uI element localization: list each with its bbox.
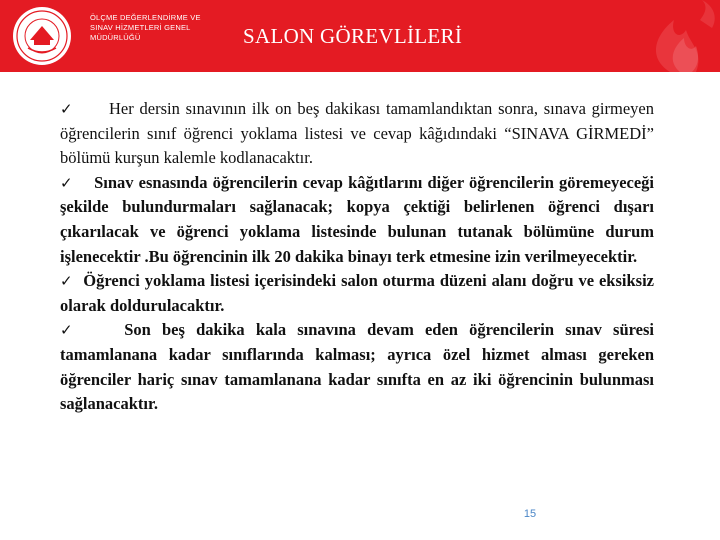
checkmark-icon: ✓ — [60, 321, 80, 340]
page-title: SALON GÖREVLİLERİ — [243, 24, 463, 48]
main-content — [60, 97, 654, 417]
organization-line-1: ÖLÇME DEĞERLENDİRME VE — [90, 13, 201, 22]
bullet-text: Her dersin sınavının ilk on beş dakikası tamamlandıktan sonra, sınava girmeyen öğrencilerin sınıf öğrenci yoklama listesi ve cevap kâğıdındaki “SINAVA GİRMEDİ” bölümü kurşun kalemle kodlanacaktır. — [60, 99, 654, 168]
bullet-item-1 — [60, 97, 654, 171]
bullet-item-2 — [60, 171, 654, 269]
page-number: 15 — [523, 508, 537, 520]
bullet-text: Sınav esnasında öğrencilerin cevap kâğıtlarını diğer öğrencilerin göremeyeceği şekilde bulundurmaları sağlanacak; kopya çektiği belirlenen öğrenci dışarı çıkarılacak ve öğrenci yoklama listesinde bulunan tutanak bölümüne durum işlenecektir .Bu öğrencinin ilk 20 dakika binayı terk etmesine izin verilmeyecektir. — [60, 172, 655, 266]
organization-line-2: SINAV HİZMETLERİ GENEL — [90, 23, 191, 32]
checkmark-icon: ✓ — [60, 100, 75, 118]
bullet-text: Son beş dakika kala sınavına devam eden öğrencilerin sınav süresi tamamlanana kadar sınıflarında kalması; ayrıca özel hizmet alması gereken öğrenciler hariç sınav tamamlanana kadar sınıfta en az iki öğrencinin bulunması sağlanacaktır. — [60, 320, 655, 414]
organization-line-3: MÜDÜRLÜĞÜ — [90, 33, 141, 42]
meb-emblem-icon — [8, 4, 76, 68]
checkmark-icon: ✓ — [60, 272, 74, 291]
bullet-text: Öğrenci yoklama listesi içerisindeki salon oturma düzeni alanı doğru ve eksiksiz olarak doldurulacaktır. — [60, 271, 654, 315]
bullet-item-4 — [60, 318, 654, 416]
header-bar — [0, 0, 720, 72]
flame-icon — [630, 0, 720, 72]
bullet-item-3 — [60, 269, 654, 318]
checkmark-icon: ✓ — [60, 173, 74, 192]
organization-name — [90, 13, 230, 43]
